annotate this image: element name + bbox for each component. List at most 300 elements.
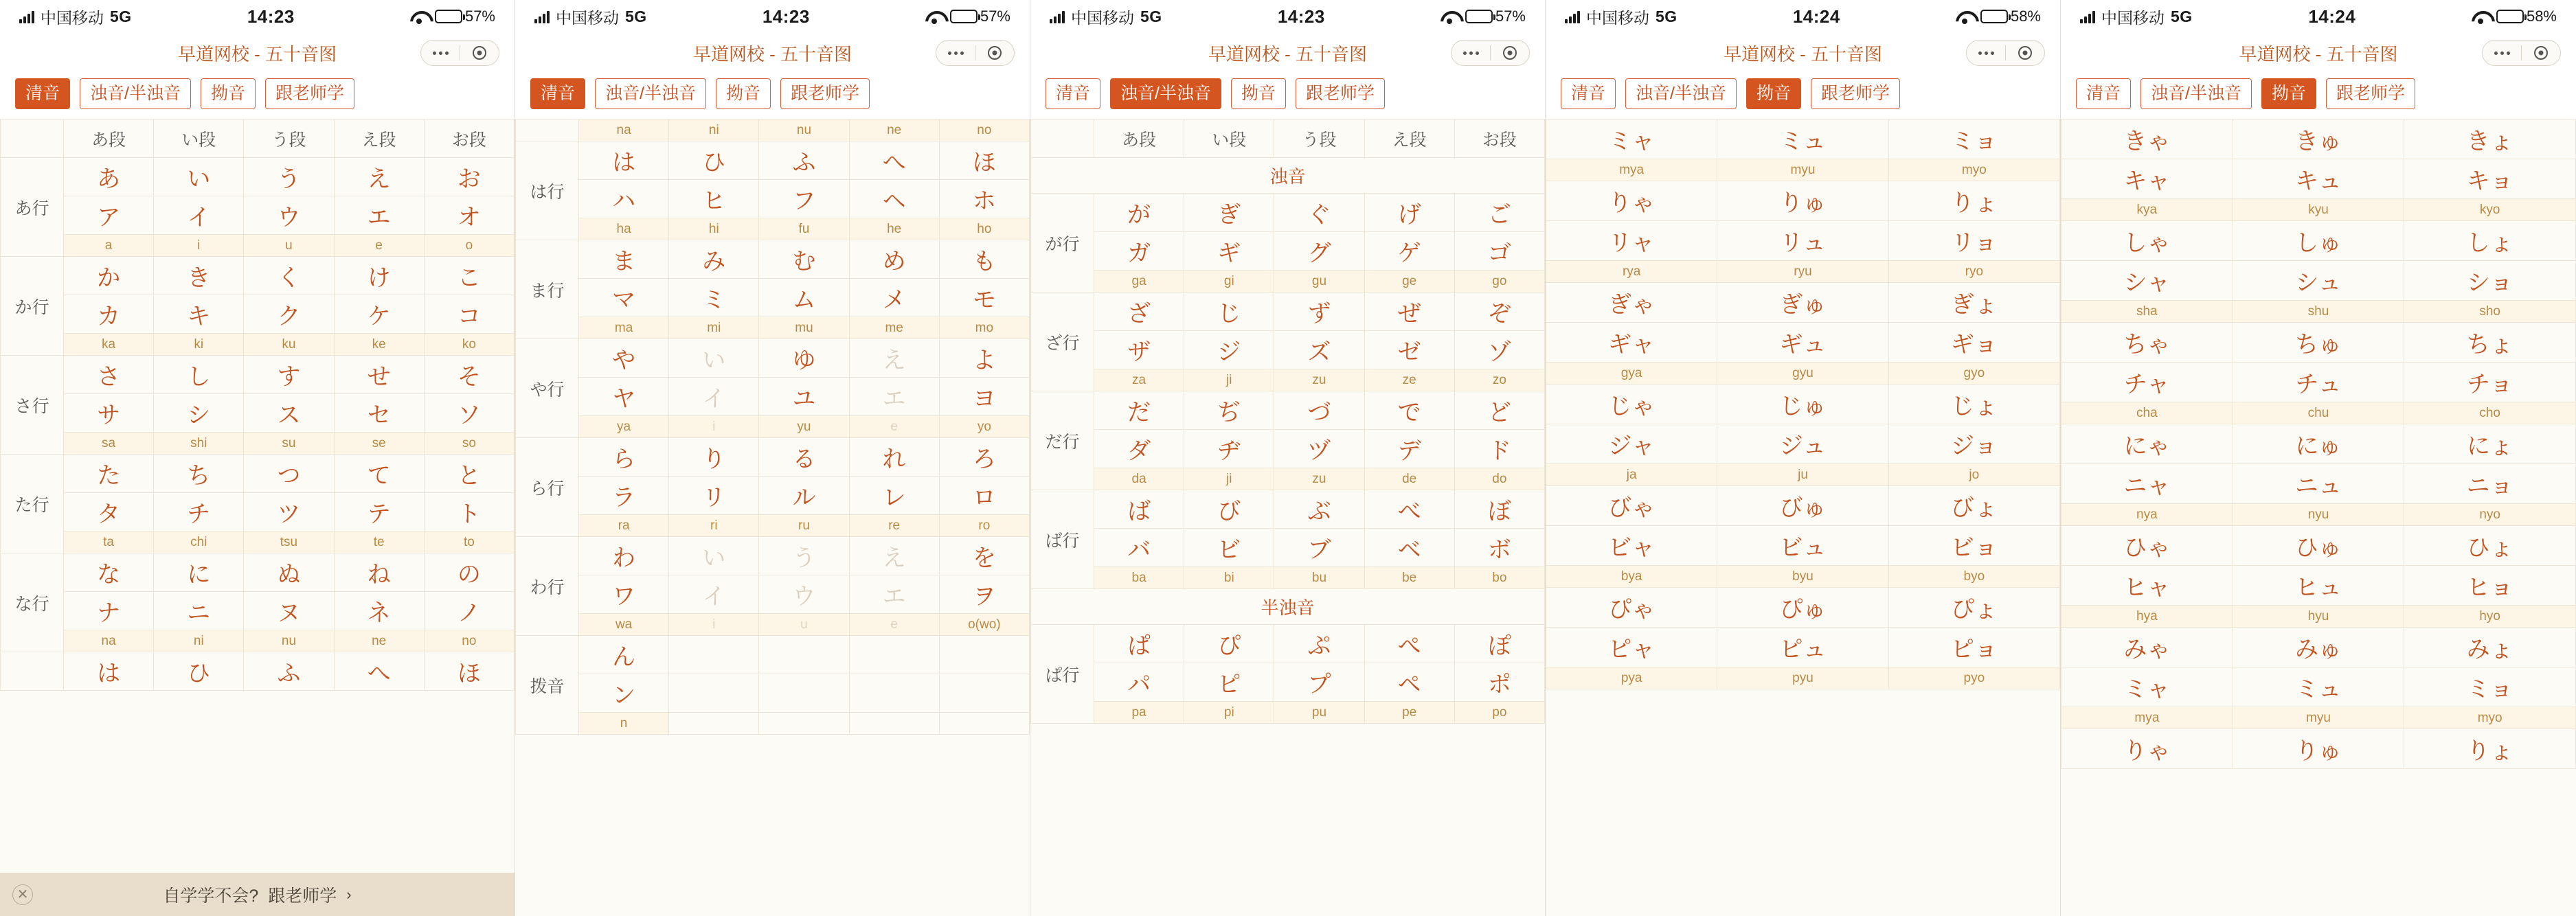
kana-cell[interactable]: チ xyxy=(154,493,244,531)
kana-cell[interactable]: グ xyxy=(1274,232,1364,271)
tab-zhuoyin[interactable]: 浊音/半浊音 xyxy=(80,78,191,109)
kana-cell[interactable]: ゾ xyxy=(1454,331,1544,369)
kana-cell[interactable]: を xyxy=(939,537,1029,575)
kana-cell[interactable]: ポ xyxy=(1454,663,1544,702)
kana-cell[interactable]: ナ xyxy=(64,592,154,630)
tab-teacher[interactable]: 跟老师学 xyxy=(1811,78,1900,109)
kana-cell[interactable]: りゃ xyxy=(2061,729,2233,769)
tab-zhuoyin[interactable]: 浊音/半浊音 xyxy=(1110,78,1221,109)
kana-cell[interactable]: しゃ xyxy=(2061,221,2233,261)
kana-cell[interactable]: や xyxy=(579,339,669,378)
kana-cell[interactable]: ズ xyxy=(1274,331,1364,369)
tab-qingyin[interactable]: 清音 xyxy=(1561,78,1616,109)
kana-cell[interactable]: ベ xyxy=(1364,529,1454,567)
kana-cell[interactable]: ジャ xyxy=(1546,424,1717,464)
kana-cell[interactable]: ぐ xyxy=(1274,194,1364,232)
kana-cell[interactable]: に xyxy=(154,553,244,592)
kana-cell[interactable]: ま xyxy=(579,240,669,279)
kana-cell[interactable]: びゃ xyxy=(1546,486,1717,526)
kana-cell[interactable]: ら xyxy=(579,438,669,477)
romaji-cell: i xyxy=(669,614,759,636)
tab-teacher[interactable]: 跟老师学 xyxy=(265,78,354,109)
kana-cell[interactable]: メ xyxy=(849,279,939,317)
kana-cell[interactable]: りょ xyxy=(1888,181,2059,221)
kana-cell[interactable]: ギャ xyxy=(1546,323,1717,363)
kana-cell[interactable]: ヒュ xyxy=(2233,566,2404,606)
mini-program-capsule[interactable] xyxy=(2482,40,2561,66)
romaji-cell-empty xyxy=(849,713,939,735)
kana-cell[interactable]: へ xyxy=(334,652,424,691)
kana-cell[interactable]: ク xyxy=(244,295,334,334)
kana-cell[interactable]: エ xyxy=(849,575,939,614)
kana-cell[interactable]: しょ xyxy=(2404,221,2576,261)
kana-cell[interactable]: ぎ xyxy=(1184,194,1274,232)
kana-cell[interactable]: ひ xyxy=(669,141,759,180)
kana-cell[interactable]: い xyxy=(669,339,759,378)
close-icon[interactable]: ✕ xyxy=(12,884,33,905)
kana-cell[interactable]: そ xyxy=(424,356,514,394)
kana-cell[interactable]: コ xyxy=(424,295,514,334)
tab-zhuoyin[interactable]: 浊音/半浊音 xyxy=(2140,78,2252,109)
kana-cell[interactable]: ゴ xyxy=(1454,232,1544,271)
kana-cell[interactable]: ぽ xyxy=(1454,625,1544,663)
tab-bar-4[interactable] xyxy=(1546,73,2060,119)
kana-cell[interactable]: い xyxy=(669,537,759,575)
kana-board-2[interactable] xyxy=(515,119,1030,916)
kana-cell[interactable]: え xyxy=(849,537,939,575)
kana-board-3[interactable] xyxy=(1030,119,1545,916)
romaji-cell: byo xyxy=(1888,566,2059,588)
kana-cell[interactable]: パ xyxy=(1094,663,1184,702)
kana-cell[interactable]: イ xyxy=(154,196,244,235)
target-circle-icon[interactable] xyxy=(975,40,1014,66)
kana-cell[interactable]: しゅ xyxy=(2233,221,2404,261)
kana-cell[interactable]: ぼ xyxy=(1454,490,1544,529)
kana-board-4[interactable] xyxy=(1546,119,2060,916)
kana-cell[interactable]: テ xyxy=(334,493,424,531)
kana-cell[interactable]: ひょ xyxy=(2404,526,2576,566)
kana-cell[interactable]: ド xyxy=(1454,430,1544,468)
tab-qingyin[interactable]: 清音 xyxy=(15,78,70,109)
kana-cell[interactable]: エ xyxy=(334,196,424,235)
kana-cell[interactable]: む xyxy=(759,240,849,279)
status-bar xyxy=(1546,0,2060,33)
kana-cell[interactable]: し xyxy=(154,356,244,394)
kana-cell[interactable]: だ xyxy=(1094,391,1184,430)
kana-cell[interactable]: ニ xyxy=(154,592,244,630)
promo-banner[interactable] xyxy=(0,873,515,916)
tab-zhuoyin[interactable]: 浊音/半浊音 xyxy=(595,78,706,109)
kana-cell[interactable]: め xyxy=(849,240,939,279)
kana-cell[interactable]: モ xyxy=(939,279,1029,317)
kana-cell[interactable]: ほ xyxy=(939,141,1029,180)
kana-cell[interactable]: ビ xyxy=(1184,529,1274,567)
kana-cell[interactable]: ガ xyxy=(1094,232,1184,271)
kana-cell[interactable]: ギュ xyxy=(1717,323,1888,363)
kana-cell[interactable]: ぎゅ xyxy=(1717,283,1888,323)
kana-cell[interactable]: よ xyxy=(939,339,1029,378)
kana-cell[interactable]: ヨ xyxy=(939,378,1029,416)
kana-cell[interactable]: ちゅ xyxy=(2233,323,2404,363)
kana-cell[interactable]: きょ xyxy=(2404,119,2576,159)
kana-cell[interactable]: オ xyxy=(424,196,514,235)
kana-cell[interactable]: ロ xyxy=(939,477,1029,515)
col-header-a: あ段 xyxy=(1094,119,1184,158)
kana-cell[interactable]: ヘ xyxy=(849,180,939,218)
kana-cell[interactable]: ブ xyxy=(1274,529,1364,567)
kana-cell[interactable]: ぴ xyxy=(1184,625,1274,663)
kana-cell[interactable]: ヌ xyxy=(244,592,334,630)
target-circle-icon[interactable] xyxy=(1491,40,1529,66)
kana-cell[interactable]: デ xyxy=(1364,430,1454,468)
kana-cell[interactable]: は xyxy=(579,141,669,180)
kana-cell[interactable]: じゅ xyxy=(1717,385,1888,424)
kana-cell[interactable]: ジョ xyxy=(1888,424,2059,464)
kana-cell[interactable]: ショ xyxy=(2404,261,2576,301)
more-dots-icon[interactable] xyxy=(421,40,460,66)
kana-cell[interactable]: ミ xyxy=(669,279,759,317)
kana-cell[interactable]: びょ xyxy=(1888,486,2059,526)
kana-cell[interactable]: ゼ xyxy=(1364,331,1454,369)
kana-cell[interactable]: ど xyxy=(1454,391,1544,430)
tab-qingyin[interactable]: 清音 xyxy=(2076,78,2131,109)
tab-qingyin[interactable]: 清音 xyxy=(1046,78,1100,109)
kana-cell[interactable]: ぬ xyxy=(244,553,334,592)
kana-cell[interactable]: ス xyxy=(244,394,334,433)
tab-aoyin[interactable]: 拗音 xyxy=(1231,78,1286,109)
kana-cell[interactable]: の xyxy=(424,553,514,592)
kana-cell[interactable]: ミョ xyxy=(2404,667,2576,707)
kana-cell[interactable]: み xyxy=(669,240,759,279)
kana-cell[interactable]: りょ xyxy=(2404,729,2576,769)
kana-cell[interactable]: ノ xyxy=(424,592,514,630)
romaji-cell: bya xyxy=(1546,566,1717,588)
kana-cell[interactable]: じょ xyxy=(1888,385,2059,424)
table-row xyxy=(2061,199,2576,221)
target-circle-icon[interactable] xyxy=(460,40,499,66)
kana-cell[interactable]: ゆ xyxy=(759,339,849,378)
table-row xyxy=(2061,159,2576,199)
kana-cell[interactable]: ミャ xyxy=(2061,667,2233,707)
title-bar xyxy=(515,33,1030,73)
kana-cell[interactable]: ミュ xyxy=(2233,667,2404,707)
tab-bar-5[interactable] xyxy=(2061,73,2576,119)
kana-cell[interactable]: じ xyxy=(1184,293,1274,331)
kana-cell[interactable]: ぶ xyxy=(1274,490,1364,529)
kana-cell[interactable]: ば xyxy=(1094,490,1184,529)
kana-cell[interactable]: ふ xyxy=(759,141,849,180)
kana-cell[interactable]: ひゃ xyxy=(2061,526,2233,566)
promo-cta[interactable]: 跟老师学 xyxy=(268,886,337,906)
kana-cell[interactable]: ぴゅ xyxy=(1717,588,1888,628)
kana-board-5[interactable] xyxy=(2061,119,2576,916)
kana-cell[interactable]: ゲ xyxy=(1364,232,1454,271)
kana-cell[interactable]: ざ xyxy=(1094,293,1184,331)
tab-aoyin[interactable]: 拗音 xyxy=(201,78,256,109)
romaji-cell: se xyxy=(334,433,424,455)
tab-teacher[interactable]: 跟老师学 xyxy=(2326,78,2415,109)
status-right xyxy=(925,8,1010,25)
kana-cell[interactable]: ア xyxy=(64,196,154,235)
kana-cell[interactable]: す xyxy=(244,356,334,394)
kana-cell[interactable]: で xyxy=(1364,391,1454,430)
romaji-cell: kyu xyxy=(2233,199,2404,221)
kana-cell[interactable]: ヒ xyxy=(669,180,759,218)
kana-cell[interactable]: ハ xyxy=(579,180,669,218)
kana-cell[interactable]: き xyxy=(154,257,244,295)
kana-cell[interactable]: ツ xyxy=(244,493,334,531)
kana-cell[interactable]: さ xyxy=(64,356,154,394)
kana-cell[interactable]: い xyxy=(154,158,244,196)
kana-cell[interactable]: た xyxy=(64,455,154,493)
more-dots-icon[interactable] xyxy=(1967,40,2005,66)
kana-cell[interactable]: マ xyxy=(579,279,669,317)
kana-cell[interactable]: が xyxy=(1094,194,1184,232)
kana-cell[interactable]: りゃ xyxy=(1546,181,1717,221)
tab-aoyin[interactable]: 拗音 xyxy=(716,78,771,109)
kana-cell[interactable]: ピョ xyxy=(1888,628,2059,667)
kana-cell[interactable]: と xyxy=(424,455,514,493)
kana-cell[interactable]: ヲ xyxy=(939,575,1029,614)
kana-table-2 xyxy=(515,119,1030,735)
kana-cell[interactable]: ニュ xyxy=(2233,464,2404,504)
kana-cell[interactable]: みゅ xyxy=(2233,628,2404,667)
target-circle-icon[interactable] xyxy=(2006,40,2044,66)
kana-cell[interactable]: ピャ xyxy=(1546,628,1717,667)
kana-cell[interactable]: ね xyxy=(334,553,424,592)
kana-cell[interactable]: う xyxy=(759,537,849,575)
mini-program-capsule[interactable] xyxy=(1451,40,1530,66)
kana-cell[interactable]: ル xyxy=(759,477,849,515)
kana-cell[interactable]: ぎょ xyxy=(1888,283,2059,323)
kana-cell[interactable]: りゅ xyxy=(1717,181,1888,221)
kana-cell[interactable]: ビョ xyxy=(1888,526,2059,566)
kana-cell[interactable]: ヒョ xyxy=(2404,566,2576,606)
kana-cell[interactable]: も xyxy=(939,240,1029,279)
kana-cell[interactable]: ペ xyxy=(1364,663,1454,702)
kana-cell[interactable]: ふ xyxy=(244,652,334,691)
kana-cell[interactable]: エ xyxy=(849,378,939,416)
kana-cell[interactable]: キャ xyxy=(2061,159,2233,199)
tab-bar-1[interactable] xyxy=(0,73,515,119)
kana-cell[interactable]: タ xyxy=(64,493,154,531)
kana-cell[interactable]: か xyxy=(64,257,154,295)
kana-cell[interactable]: ぷ xyxy=(1274,625,1364,663)
kana-cell[interactable]: みょ xyxy=(2404,628,2576,667)
kana-cell[interactable]: キュ xyxy=(2233,159,2404,199)
kana-cell[interactable]: ボ xyxy=(1454,529,1544,567)
tab-zhuoyin[interactable]: 浊音/半浊音 xyxy=(1625,78,1737,109)
kana-cell[interactable]: つ xyxy=(244,455,334,493)
mini-program-capsule[interactable] xyxy=(936,40,1015,66)
kana-cell[interactable]: ケ xyxy=(334,295,424,334)
kana-cell[interactable]: チュ xyxy=(2233,363,2404,402)
kana-cell[interactable]: こ xyxy=(424,257,514,295)
kana-cell[interactable]: ヅ xyxy=(1274,430,1364,468)
kana-cell[interactable]: ト xyxy=(424,493,514,531)
kana-cell[interactable]: り xyxy=(669,438,759,477)
kana-cell[interactable]: ん xyxy=(579,636,669,674)
kana-cell[interactable]: げ xyxy=(1364,194,1454,232)
kana-cell[interactable]: ピ xyxy=(1184,663,1274,702)
kana-cell[interactable]: ム xyxy=(759,279,849,317)
kana-cell[interactable]: リョ xyxy=(1888,221,2059,261)
kana-cell[interactable]: ウ xyxy=(244,196,334,235)
kana-cell[interactable]: ミュ xyxy=(1717,119,1888,159)
kana-cell-empty xyxy=(759,636,849,674)
kana-cell[interactable]: ほ xyxy=(424,652,514,691)
kana-cell[interactable]: ギョ xyxy=(1888,323,2059,363)
kana-cell[interactable]: わ xyxy=(579,537,669,575)
kana-cell[interactable]: ぢ xyxy=(1184,391,1274,430)
tab-aoyin[interactable]: 拗音 xyxy=(2261,78,2316,109)
kana-cell[interactable]: ホ xyxy=(939,180,1029,218)
tab-teacher[interactable]: 跟老师学 xyxy=(780,78,870,109)
kana-cell[interactable]: ネ xyxy=(334,592,424,630)
kana-cell[interactable]: ぺ xyxy=(1364,625,1454,663)
kana-cell[interactable]: イ xyxy=(669,575,759,614)
kana-cell[interactable]: ヂ xyxy=(1184,430,1274,468)
kana-cell[interactable]: バ xyxy=(1094,529,1184,567)
kana-cell[interactable]: え xyxy=(334,158,424,196)
kana-cell[interactable]: カ xyxy=(64,295,154,334)
kana-cell[interactable]: あ xyxy=(64,158,154,196)
kana-cell[interactable]: にょ xyxy=(2404,424,2576,464)
kana-cell[interactable]: ビャ xyxy=(1546,526,1717,566)
kana-cell[interactable]: キョ xyxy=(2404,159,2576,199)
tab-bar-3[interactable] xyxy=(1030,73,1545,119)
tab-teacher[interactable]: 跟老师学 xyxy=(1296,78,1385,109)
kana-cell[interactable]: セ xyxy=(334,394,424,433)
kana-cell[interactable]: ミャ xyxy=(1546,119,1717,159)
kana-cell[interactable]: にゃ xyxy=(2061,424,2233,464)
kana-cell[interactable]: ラ xyxy=(579,477,669,515)
romaji-cell: byu xyxy=(1717,566,1888,588)
kana-cell[interactable]: ダ xyxy=(1094,430,1184,468)
kana-cell[interactable]: ザ xyxy=(1094,331,1184,369)
kana-cell[interactable]: きゃ xyxy=(2061,119,2233,159)
kana-cell[interactable]: ヒャ xyxy=(2061,566,2233,606)
kana-cell[interactable]: じゃ xyxy=(1546,385,1717,424)
kana-cell[interactable]: ビュ xyxy=(1717,526,1888,566)
kana-cell[interactable]: へ xyxy=(849,141,939,180)
kana-cell[interactable]: キ xyxy=(154,295,244,334)
kana-cell[interactable]: ウ xyxy=(759,575,849,614)
kana-cell[interactable]: イ xyxy=(669,378,759,416)
title-bar xyxy=(1546,33,2060,73)
tab-aoyin[interactable]: 拗音 xyxy=(1746,78,1801,109)
mini-program-capsule[interactable] xyxy=(1966,40,2045,66)
target-circle-icon[interactable] xyxy=(2522,40,2560,66)
table-col-headers xyxy=(1031,119,1545,158)
kana-cell[interactable]: づ xyxy=(1274,391,1364,430)
kana-cell[interactable]: ぞ xyxy=(1454,293,1544,331)
kana-cell[interactable]: ろ xyxy=(939,438,1029,477)
romaji-cell: myo xyxy=(2404,707,2576,729)
kana-cell[interactable]: お xyxy=(424,158,514,196)
kana-cell[interactable]: みゃ xyxy=(2061,628,2233,667)
kana-cell[interactable]: ちょ xyxy=(2404,323,2576,363)
kana-cell[interactable]: きゅ xyxy=(2233,119,2404,159)
kana-cell[interactable]: な xyxy=(64,553,154,592)
kana-cell[interactable]: け xyxy=(334,257,424,295)
kana-cell[interactable]: せ xyxy=(334,356,424,394)
kana-cell[interactable]: フ xyxy=(759,180,849,218)
kana-cell[interactable]: く xyxy=(244,257,334,295)
kana-cell[interactable]: りゅ xyxy=(2233,729,2404,769)
kana-cell[interactable]: ワ xyxy=(579,575,669,614)
kana-cell[interactable]: にゅ xyxy=(2233,424,2404,464)
kana-cell[interactable]: ぜ xyxy=(1364,293,1454,331)
more-dots-icon[interactable] xyxy=(2483,40,2521,66)
kana-cell[interactable]: シャ xyxy=(2061,261,2233,301)
kana-cell[interactable]: レ xyxy=(849,477,939,515)
kana-cell[interactable]: リ xyxy=(669,477,759,515)
kana-cell[interactable]: ず xyxy=(1274,293,1364,331)
kana-cell[interactable]: び xyxy=(1184,490,1274,529)
kana-cell[interactable]: ミョ xyxy=(1888,119,2059,159)
kana-cell[interactable]: ニャ xyxy=(2061,464,2233,504)
tab-qingyin[interactable]: 清音 xyxy=(530,78,585,109)
kana-cell[interactable]: ぎゃ xyxy=(1546,283,1717,323)
kana-cell[interactable]: ソ xyxy=(424,394,514,433)
kana-cell[interactable]: ご xyxy=(1454,194,1544,232)
kana-cell[interactable]: ピュ xyxy=(1717,628,1888,667)
kana-cell[interactable]: う xyxy=(244,158,334,196)
kana-cell[interactable]: ギ xyxy=(1184,232,1274,271)
kana-cell[interactable]: ひゅ xyxy=(2233,526,2404,566)
kana-cell[interactable]: ひ xyxy=(154,652,244,691)
kana-cell[interactable]: ニョ xyxy=(2404,464,2576,504)
kana-cell[interactable]: プ xyxy=(1274,663,1364,702)
status-left xyxy=(1565,5,1677,28)
col-header-i: い段 xyxy=(154,119,244,158)
kana-cell[interactable]: シュ xyxy=(2233,261,2404,301)
kana-cell[interactable]: シ xyxy=(154,394,244,433)
kana-cell[interactable]: ぴゃ xyxy=(1546,588,1717,628)
youon-table-4 xyxy=(1546,119,2060,689)
kana-cell[interactable]: チョ xyxy=(2404,363,2576,402)
kana-cell[interactable]: べ xyxy=(1364,490,1454,529)
kana-cell[interactable]: びゅ xyxy=(1717,486,1888,526)
kana-cell[interactable]: ジュ xyxy=(1717,424,1888,464)
romaji-cell: gyu xyxy=(1717,363,1888,385)
kana-cell[interactable]: ユ xyxy=(759,378,849,416)
kana-cell[interactable]: チャ xyxy=(2061,363,2233,402)
kana-cell[interactable]: て xyxy=(334,455,424,493)
kana-cell[interactable]: ヤ xyxy=(579,378,669,416)
kana-cell[interactable]: ジ xyxy=(1184,331,1274,369)
more-dots-icon[interactable] xyxy=(1451,40,1490,66)
kana-cell[interactable]: ちゃ xyxy=(2061,323,2233,363)
more-dots-icon[interactable] xyxy=(936,40,975,66)
kana-cell[interactable]: る xyxy=(759,438,849,477)
tab-bar-2[interactable] xyxy=(515,73,1030,119)
kana-cell[interactable]: リュ xyxy=(1717,221,1888,261)
kana-board-1[interactable] xyxy=(0,119,515,916)
kana-cell[interactable]: は xyxy=(64,652,154,691)
mini-program-capsule[interactable] xyxy=(420,40,499,66)
battery-status xyxy=(1980,8,2041,25)
kana-cell[interactable]: ぱ xyxy=(1094,625,1184,663)
kana-cell[interactable]: れ xyxy=(849,438,939,477)
kana-cell[interactable]: ぴょ xyxy=(1888,588,2059,628)
kana-cell[interactable]: え xyxy=(849,339,939,378)
kana-cell[interactable]: ン xyxy=(579,674,669,713)
kana-cell[interactable]: サ xyxy=(64,394,154,433)
kana-cell[interactable]: ち xyxy=(154,455,244,493)
kana-cell[interactable]: リャ xyxy=(1546,221,1717,261)
